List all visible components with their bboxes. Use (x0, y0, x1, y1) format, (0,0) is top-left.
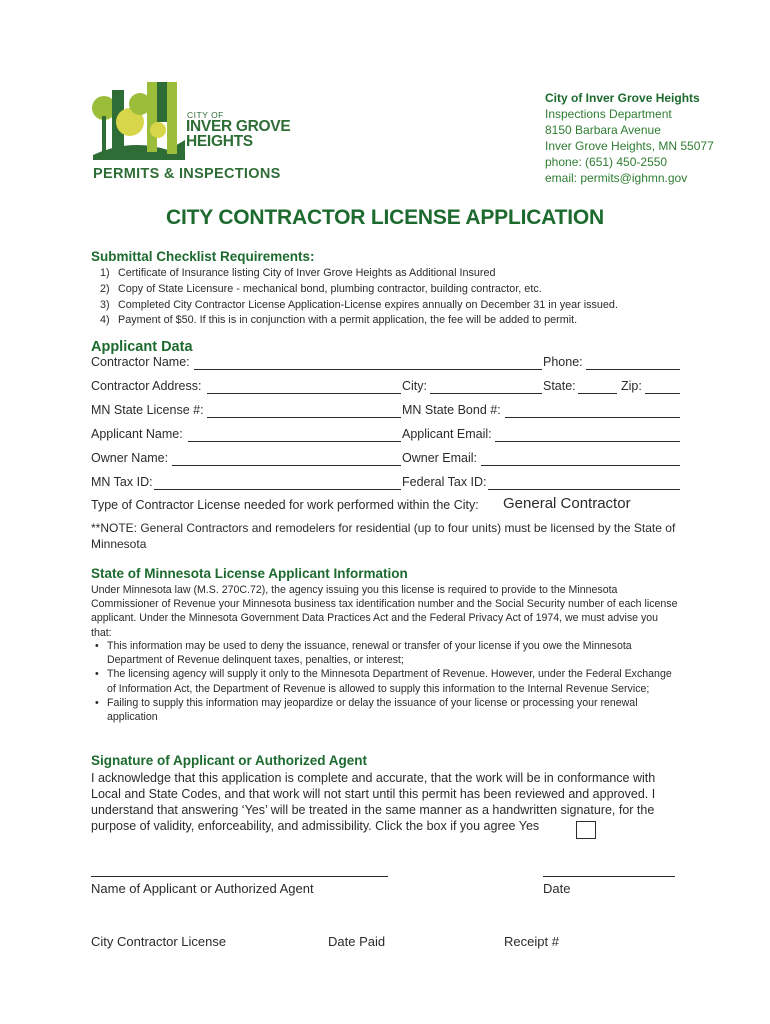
mn-state-bond-field[interactable] (505, 417, 680, 418)
checklist-item: 4) Payment of $50. If this is in conjunction with a permit application, the fee will be added to permit. (100, 314, 578, 327)
signature-name-field[interactable] (91, 876, 388, 877)
contractor-address-label: Contractor Address: (91, 379, 202, 393)
address-dept: Inspections Department (545, 107, 672, 121)
state-info-heading: State of Minnesota License Applicant Information (91, 566, 408, 581)
owner-email-label: Owner Email: (402, 451, 478, 465)
address-phone: phone: (651) 450-2550 (545, 155, 668, 169)
state-info-bullets (91, 639, 681, 724)
city-field[interactable] (430, 393, 542, 394)
contractor-name-label: Contractor Name: (91, 355, 190, 369)
office-receipt-label: Receipt # (504, 934, 559, 949)
mn-state-bond-label: MN State Bond #: (402, 403, 501, 417)
checklist (100, 266, 618, 329)
owner-email-field[interactable] (481, 465, 680, 466)
mn-state-license-field[interactable] (207, 417, 401, 418)
office-license-label: City Contractor License (91, 934, 227, 949)
checklist-item: 1) Certificate of Insurance listing City of Inver Grove Heights as Additional Insured (100, 267, 496, 279)
applicant-heading: Applicant Data (91, 339, 193, 355)
zip-field[interactable] (645, 393, 680, 394)
applicant-email-field[interactable] (495, 441, 680, 442)
city-label: City: (402, 379, 427, 393)
list-item: • Failing to supply this information may jeopardize or delay the issuance of your license or processing your renewal application (91, 696, 681, 724)
office-date-paid-label: Date Paid (328, 934, 386, 949)
signature-name-label: Name of Applicant or Authorized Agent (91, 881, 314, 896)
signature-date-field[interactable] (543, 876, 675, 877)
logo-subtitle: PERMITS & INSPECTIONS (93, 166, 281, 182)
mn-tax-id-field[interactable] (154, 489, 401, 490)
phone-field[interactable] (586, 369, 680, 370)
state-label: State: (543, 379, 576, 393)
address-email[interactable]: email: permits@ighmn.gov (545, 171, 688, 185)
phone-label: Phone: (543, 355, 583, 369)
state-info-intro: Under Minnesota law (M.S. 270C.72), the agency issuing you this license is required to provide to the Minnesota Commissioner of Revenue your Minnesota business tax identification number and the Social Security number of each license applicant. Under the Minnesota Government Data Practices Act and the Federal Privacy Act of 1974, we must advise you that: (91, 584, 678, 639)
federal-tax-id-field[interactable] (488, 489, 680, 490)
list-item: • The licensing agency will supply it only to the Minnesota Department of Revenue. However, under the Federal Exchange of Information Act, the Department of Revenue is allowed to supply this information to the Internal Revenue Service; (91, 667, 681, 695)
applicant-email-label: Applicant Email: (402, 427, 492, 441)
contractor-name-field[interactable] (194, 369, 542, 370)
federal-tax-id-label: Federal Tax ID: (402, 475, 487, 489)
logo-text-line2: HEIGHTS (186, 133, 253, 150)
logo-city-of: CITY OF (187, 110, 224, 120)
applicant-name-label: Applicant Name: (91, 427, 183, 441)
contractor-address-field[interactable] (207, 393, 401, 394)
signature-date-label: Date (543, 881, 571, 896)
owner-name-field[interactable] (172, 465, 401, 466)
signature-text: I acknowledge that this application is complete and accurate, that the work will be in conformance with Local and State Codes, and that work will not start until this permit has been reviewed and approved. I understand that answering ‘Yes’ will be treated in the same manner as a handwritten signature, for the purpose of validity, enforceability, and admissibility. Click the box if you agree Yes (91, 771, 656, 833)
address-street: 8150 Barbara Avenue (545, 123, 661, 137)
signature-heading: Signature of Applicant or Authorized Agent (91, 753, 367, 768)
checklist-item: 3) Completed City Contractor License Application-License expires annually on December 31 in year issued. (100, 298, 618, 311)
page-title: CITY CONTRACTOR LICENSE APPLICATION (166, 206, 604, 229)
applicant-name-field[interactable] (188, 441, 401, 442)
checklist-heading: Submittal Checklist Requirements: (91, 249, 315, 264)
address-name: City of Inver Grove Heights (545, 91, 700, 105)
mn-tax-id-label: MN Tax ID: (91, 475, 153, 489)
license-type-value[interactable]: General Contractor (503, 495, 631, 512)
address-city: Inver Grove Heights, MN 55077 (545, 139, 714, 153)
owner-name-label: Owner Name: (91, 451, 169, 465)
mn-state-license-label: MN State License #: (91, 403, 204, 417)
agree-checkbox[interactable] (576, 821, 596, 839)
checklist-item: 2) Copy of State Licensure - mechanical bond, plumbing contractor, building contractor, etc. (100, 282, 542, 295)
residential-note: **NOTE: General Contractors and remodelers for residential (up to four units) must be licensed by the State of Minnesota (91, 521, 676, 551)
zip-label: Zip: (621, 379, 642, 393)
license-type-label: Type of Contractor License needed for work performed within the City: (91, 498, 479, 512)
state-field[interactable] (578, 393, 617, 394)
logo-text-line1: INVER GROVE (186, 118, 291, 135)
list-item: • This information may be used to deny the issuance, renewal or transfer of your license if you owe the Minnesota Department of Revenue delinquent taxes, penalties, or interest; (91, 639, 681, 667)
